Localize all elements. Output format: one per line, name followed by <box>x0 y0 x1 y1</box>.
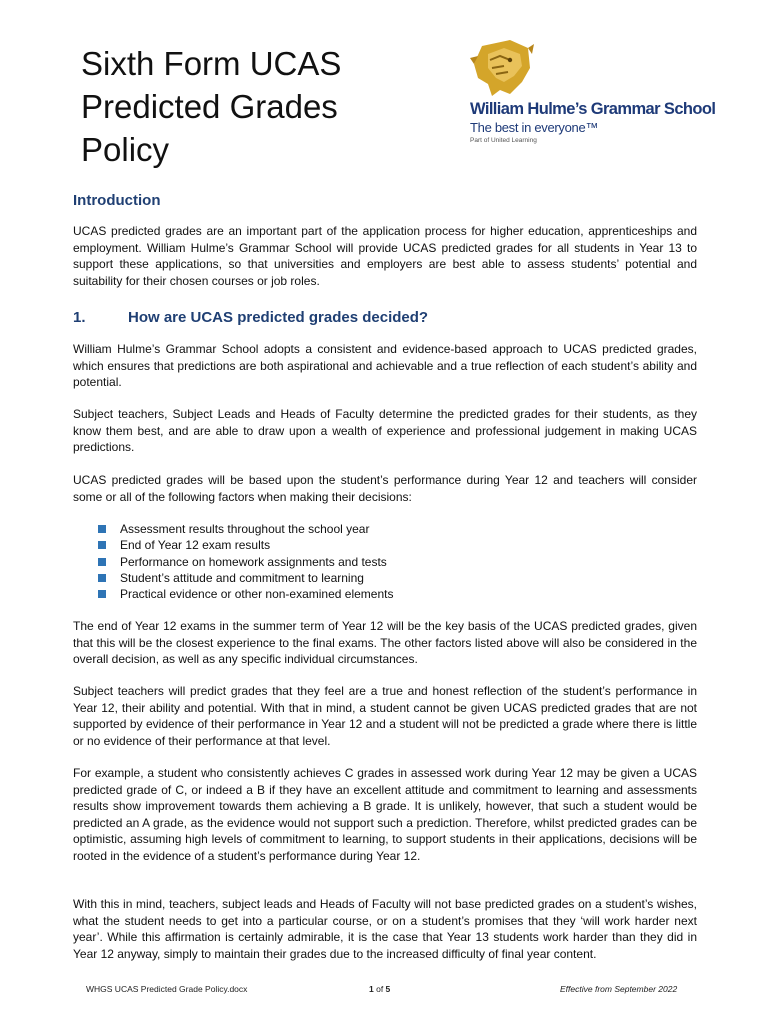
section-1-paragraph-1: William Hulme’s Grammar School adopts a consistent and evidence-based approach to UCAS predicted grades, which ensures that predictions are both aspirational and achievable and a true reflection of each student’s ability and potential. <box>73 342 697 390</box>
list-item: Student’s attitude and commitment to learning <box>98 570 393 586</box>
lion-crest-icon <box>470 38 534 98</box>
list-item: Performance on homework assignments and tests <box>98 554 393 570</box>
footer-filename: WHGS UCAS Predicted Grade Policy.docx <box>86 984 248 994</box>
section-1-paragraph-5: Subject teachers will predict grades that they feel are a true and honest reflection of the student’s performance in Year 12, their ability and potential. With that in mind, a student cannot be given UCAS predicted grades that are not supported by evidence of their performance in Year 12 and a student will not be predicted a grade where there is little or no evidence of their performance at that level. <box>73 684 697 748</box>
list-item: Practical evidence or other non-examined elements <box>98 586 393 602</box>
list-item: End of Year 12 exam results <box>98 537 393 553</box>
footer-page-number: 1 of 5 <box>369 984 391 994</box>
logo-tagline: The best in everyone™ <box>470 120 599 135</box>
bullet-square-icon <box>98 574 106 582</box>
footer-effective-date: Effective from September 2022 <box>560 984 678 994</box>
section-1-heading <box>73 309 673 326</box>
section-1-paragraph-3: UCAS predicted grades will be based upon the student’s performance during Year 12 and teachers will consider some or all of the following factors when making their decisions: <box>73 473 697 504</box>
section-1-paragraph-7: With this in mind, teachers, subject leads and Heads of Faculty will not base predicted grades on a student’s wishes, what the student needs to get into a particular course, or on a student’s promises that they ‘will work harder next year’. While this affirmation is certainly admirable, it is the case that Year 13 students work harder than they did in Year 12 anyway, simply to maintain their grades due to the increased difficulty of final year content. <box>73 897 697 961</box>
section-1-paragraph-2: Subject teachers, Subject Leads and Heads of Faculty determine the predicted grades for their students, as they know them best, and are able to draw upon a wealth of experience and professional judgement in making UCAS predictions. <box>73 407 697 455</box>
section-1-title: How are UCAS predicted grades decided? <box>128 309 429 326</box>
logo-school-name: William Hulme’s Grammar School <box>470 100 716 118</box>
section-1-paragraph-4: The end of Year 12 exams in the summer term of Year 12 will be the key basis of the UCAS predicted grades, given that this will be the closest experience to the final exams. The other factors listed above will also be considered in the overall decision, as well as any specific individual circumstances. <box>73 619 697 667</box>
section-1-number: 1. <box>73 309 86 326</box>
factors-list <box>98 521 393 602</box>
list-item: Assessment results throughout the school year <box>98 521 393 537</box>
section-1-paragraph-6: For example, a student who consistently achieves C grades in assessed work during Year 12 may be given a UCAS predicted grade of C, or indeed a B if they have an excellent attitude and commitment to learning and assessments results show improvement towards them achieving a B grade. It is unlikely, however, that such a student would be predicted an A grade, as the evidence would not support such a prediction. Therefore, whilst predicted grades can be optimistic, assuming high levels of commitment to learning, to support students in their applications, decisions will be rooted in the evidence of a student’s performance during Year 12. <box>73 766 697 863</box>
intro-heading: Introduction <box>73 192 161 209</box>
page-title: Sixth Form UCAS Predicted Grades Policy <box>81 45 342 168</box>
bullet-square-icon <box>98 525 106 533</box>
logo-subline: Part of United Learning <box>470 137 537 144</box>
intro-paragraph: UCAS predicted grades are an important part of the application process for higher education, apprenticeships and employment. William Hulme’s Grammar School will provide UCAS predicted grades for all students in Year 13 to support these applications, so that universities and employers are best able to assess students’ potential and suitability for their chosen courses or job roles. <box>73 224 697 288</box>
bullet-square-icon <box>98 541 106 549</box>
school-logo <box>468 38 728 150</box>
bullet-square-icon <box>98 558 106 566</box>
bullet-square-icon <box>98 590 106 598</box>
